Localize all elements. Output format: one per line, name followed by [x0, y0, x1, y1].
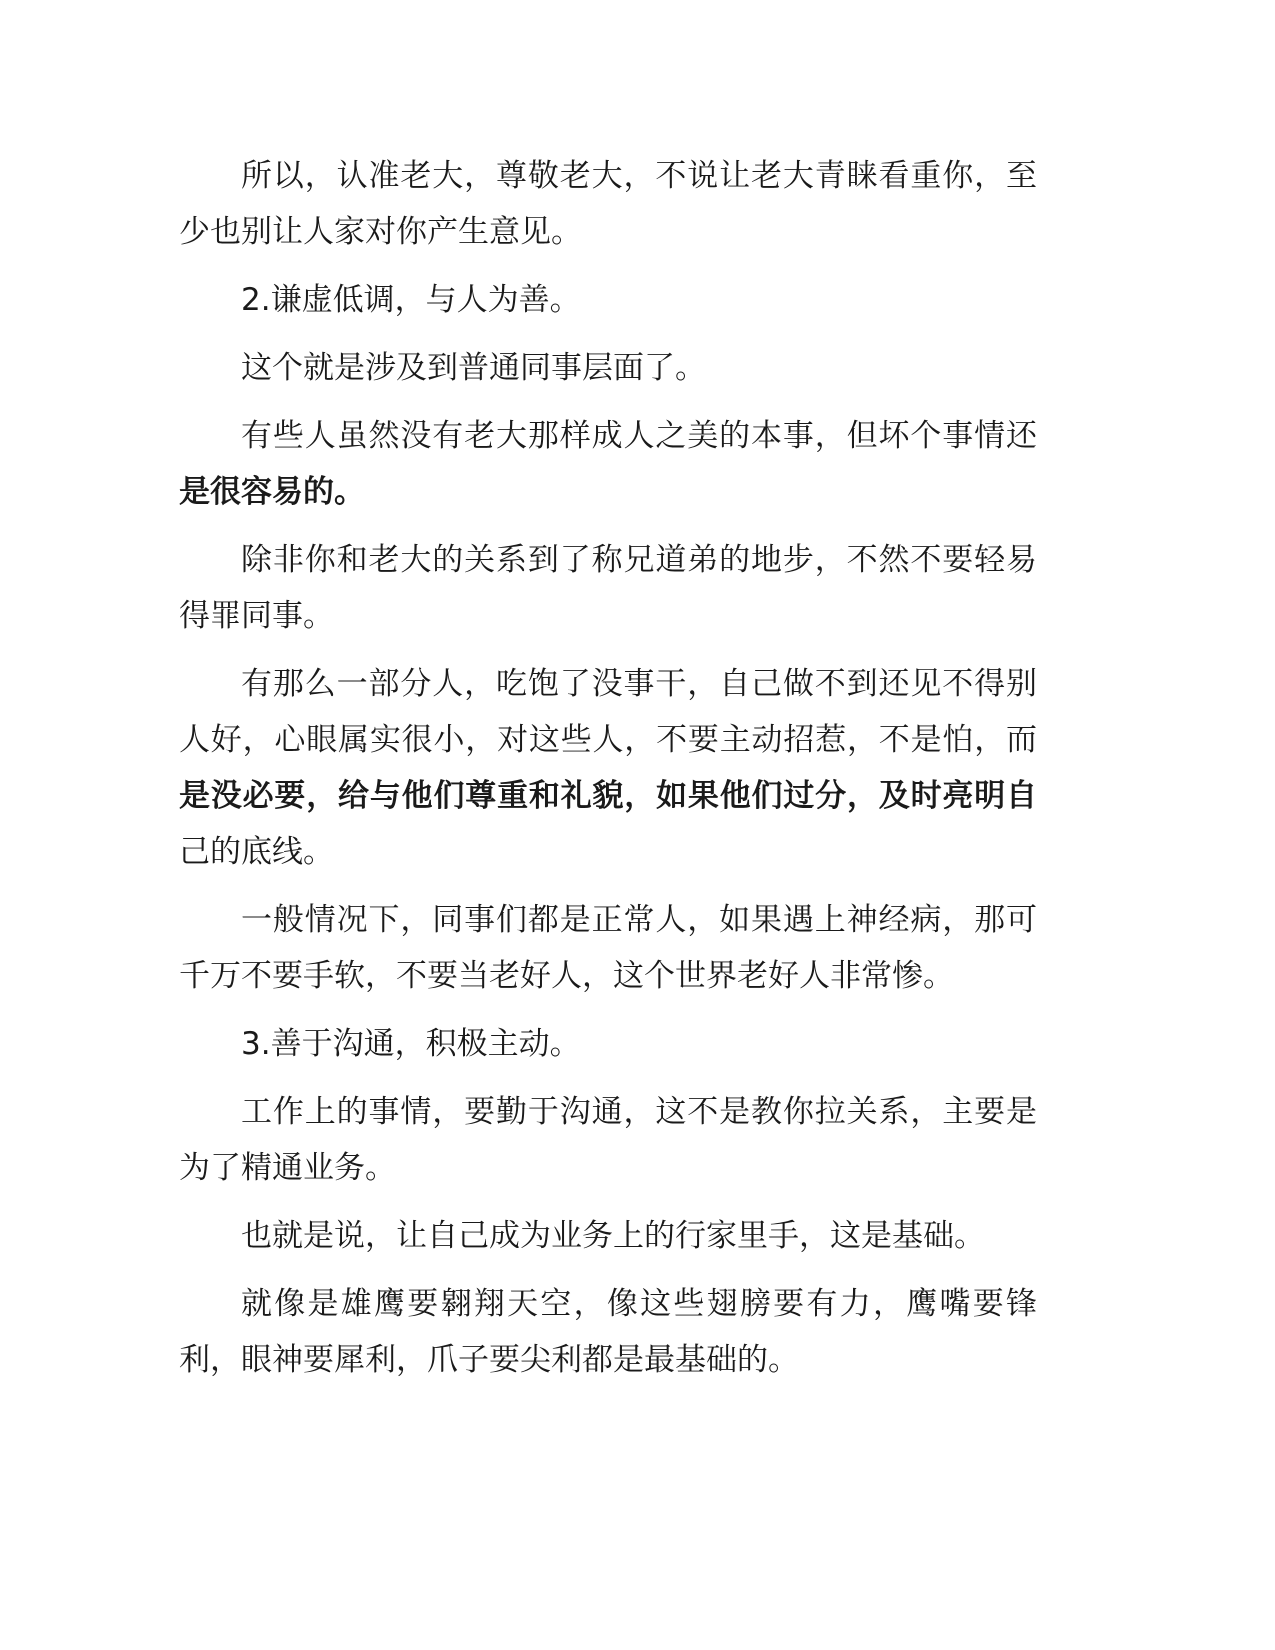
- paragraph-communicate: 工作上的事情，要勤于沟通，这不是教你拉关系，主要是为了精通业务。: [179, 1094, 1037, 1186]
- paragraph-respect-boss: 所以，认准老大，尊敬老大，不说让老大青睐看重你，至少也别让人家对你产生意见。: [179, 158, 1037, 250]
- document-body: [179, 148, 1037, 1400]
- paragraph-petty-people: [179, 656, 1037, 880]
- paragraph-text: 有那么一部分人，吃饱了没事干，自己做不到还见不得别人好，心眼属实很小，对这些人，不要主动招惹，不是怕，而: [179, 666, 1037, 758]
- section-heading-3: 3.善于沟通，积极主动。: [241, 1026, 581, 1062]
- paragraph-normal-colleagues: 一般情况下，同事们都是正常人，如果遇上神经病，那可千万不要手软，不要当老好人，这个世界老好人非常惨。: [179, 902, 1037, 994]
- paragraph-eagle: 就像是雄鹰要翱翔天空，像这些翅膀要有力，鹰嘴要锋利，眼神要犀利，爪子要尖利都是最基础的。: [179, 1286, 1037, 1378]
- paragraph-strong-text: 是很容易的。: [179, 474, 365, 510]
- paragraph-expert: 也就是说，让自己成为业务上的行家里手，这是基础。: [241, 1218, 985, 1254]
- paragraph-easy-to-spoil: [179, 408, 1037, 520]
- paragraph-text: 有些人虽然没有老大那样成人之美的本事，但坏个事情还: [241, 418, 1037, 454]
- section-heading-2: 2.谦虚低调，与人为善。: [241, 282, 581, 318]
- paragraph-dont-offend: 除非你和老大的关系到了称兄道弟的地步，不然不要轻易得罪同事。: [179, 542, 1037, 634]
- paragraph-strong-text: 是没必要，给与他们尊重和礼貌，如果他们过分，及时亮明自: [179, 778, 1037, 814]
- paragraph-colleagues-level: 这个就是涉及到普通同事层面了。: [241, 350, 706, 386]
- paragraph-text-tail: 己的底线。: [179, 834, 334, 870]
